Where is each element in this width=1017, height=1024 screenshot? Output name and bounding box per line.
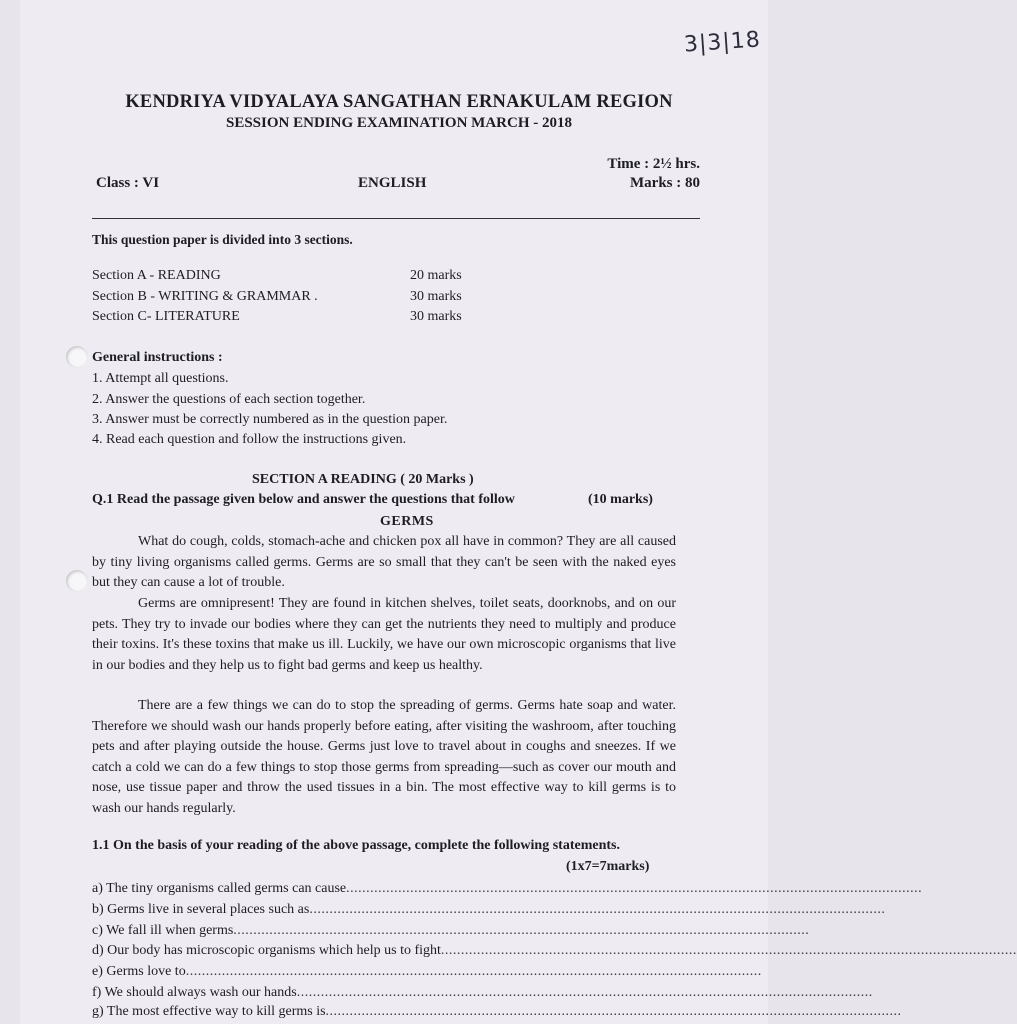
section-label: Section C- LITERATURE (92, 309, 240, 324)
question-1-1: 1.1 On the basis of your reading of the above passage, complete the following statements. (92, 838, 620, 853)
section-row (92, 289, 592, 305)
statement-item (92, 881, 923, 897)
statement-text: e) Germs love to (92, 964, 186, 979)
answer-blank: ................................................................................................................................................ (325, 1004, 902, 1019)
punch-hole (66, 570, 88, 592)
statement-text: a) The tiny organisms called germs can cause (92, 881, 347, 896)
max-marks: Marks : 80 (630, 175, 700, 191)
passage-paragraph: What do cough, colds, stomach-ache and chicken pox all have in common? They are all caused by tiny living organisms called germs. Germs are so small that they can't be seen with the naked eyes but they can cause a lot of trouble. (92, 534, 676, 591)
section-a-heading: SECTION A READING ( 20 Marks ) (252, 472, 474, 487)
org-title: KENDRIYA VIDYALAYA SANGATHAN ERNAKULAM REGION (125, 92, 673, 112)
statement-text: c) We fall ill when germs (92, 923, 234, 938)
question-1-1-marks: (1x7=7marks) (566, 859, 650, 874)
passage-paragraph: Germs are omnipresent! They are found in kitchen shelves, toilet seats, doorknobs, and on our pets. They try to invade our bodies where they can get the nutrients they need to multiply and produce their toxins. It's these toxins that make us ill. Luckily, we have our own microscopic organisms that live in our bodies and they help us to fight bad germs and keep us healthy. (92, 596, 676, 673)
time-allowed: Time : 2½ hrs. (607, 156, 700, 172)
statement-item (92, 1004, 902, 1020)
passage-title: GERMS (380, 514, 434, 529)
section-marks: 30 marks (410, 309, 462, 324)
answer-blank: ................................................................................................................................................ (309, 902, 886, 917)
punch-hole (66, 346, 88, 368)
question-1: Q.1 Read the passage given below and answer the questions that follow (92, 492, 515, 507)
statement-text: d) Our body has microscopic organisms which help us to fight (92, 943, 441, 958)
instruction-item: 4. Read each question and follow the instructions given. (92, 432, 407, 447)
instruction-item: 1. Attempt all questions. (92, 371, 229, 386)
section-label: Section B - WRITING & GRAMMAR . (92, 289, 318, 304)
subject-label: ENGLISH (358, 175, 427, 191)
answer-blank: ................................................................................................................................................ (440, 943, 1017, 958)
general-instructions-title: General instructions : (92, 350, 223, 365)
exam-paper (20, 0, 768, 1024)
handwritten-date: 3|3|18 (683, 27, 762, 58)
answer-blank: ................................................................................................................................................ (296, 985, 873, 1000)
section-row (92, 309, 592, 325)
statement-item (92, 923, 810, 939)
question-1-marks: (10 marks) (588, 492, 653, 507)
statement-item (92, 902, 886, 918)
passage-paragraph: There are a few things we can do to stop the spreading of germs. Germs hate soap and water. Therefore we should wash our hands properly before eating, after visiting the washroom, after touching pets and after playing outside the house. Germs just love to travel about in coughs and sneezes. If we catch a cold we can do a few things to stop those germs from spreading—such as cover our mouth and nose, use tissue paper and throw the used tissues in a bin. The most effective way to kill germs is to wash our hands regularly. (92, 698, 676, 816)
section-marks: 20 marks (410, 268, 462, 283)
section-row (92, 268, 592, 284)
answer-blank: ................................................................................................................................................ (185, 964, 762, 979)
statement-text: b) Germs live in several places such as (92, 902, 310, 917)
statement-item (92, 943, 1017, 959)
statement-item (92, 985, 873, 1001)
statement-item (92, 964, 762, 980)
header-divider (92, 218, 700, 219)
statement-text: g) The most effective way to kill germs is (92, 1004, 326, 1019)
section-label: Section A - READING (92, 268, 221, 283)
section-marks: 30 marks (410, 289, 462, 304)
instruction-item: 2. Answer the questions of each section together. (92, 392, 366, 407)
instruction-item: 3. Answer must be correctly numbered as in the question paper. (92, 412, 448, 427)
answer-blank: ................................................................................................................................................ (233, 923, 810, 938)
class-label: Class : VI (96, 175, 160, 191)
statement-text: f) We should always wash our hands (92, 985, 297, 1000)
exam-title: SESSION ENDING EXAMINATION MARCH - 2018 (225, 115, 572, 131)
answer-blank: ................................................................................................................................................ (346, 881, 923, 896)
intro-text: This question paper is divided into 3 sections. (92, 232, 353, 247)
